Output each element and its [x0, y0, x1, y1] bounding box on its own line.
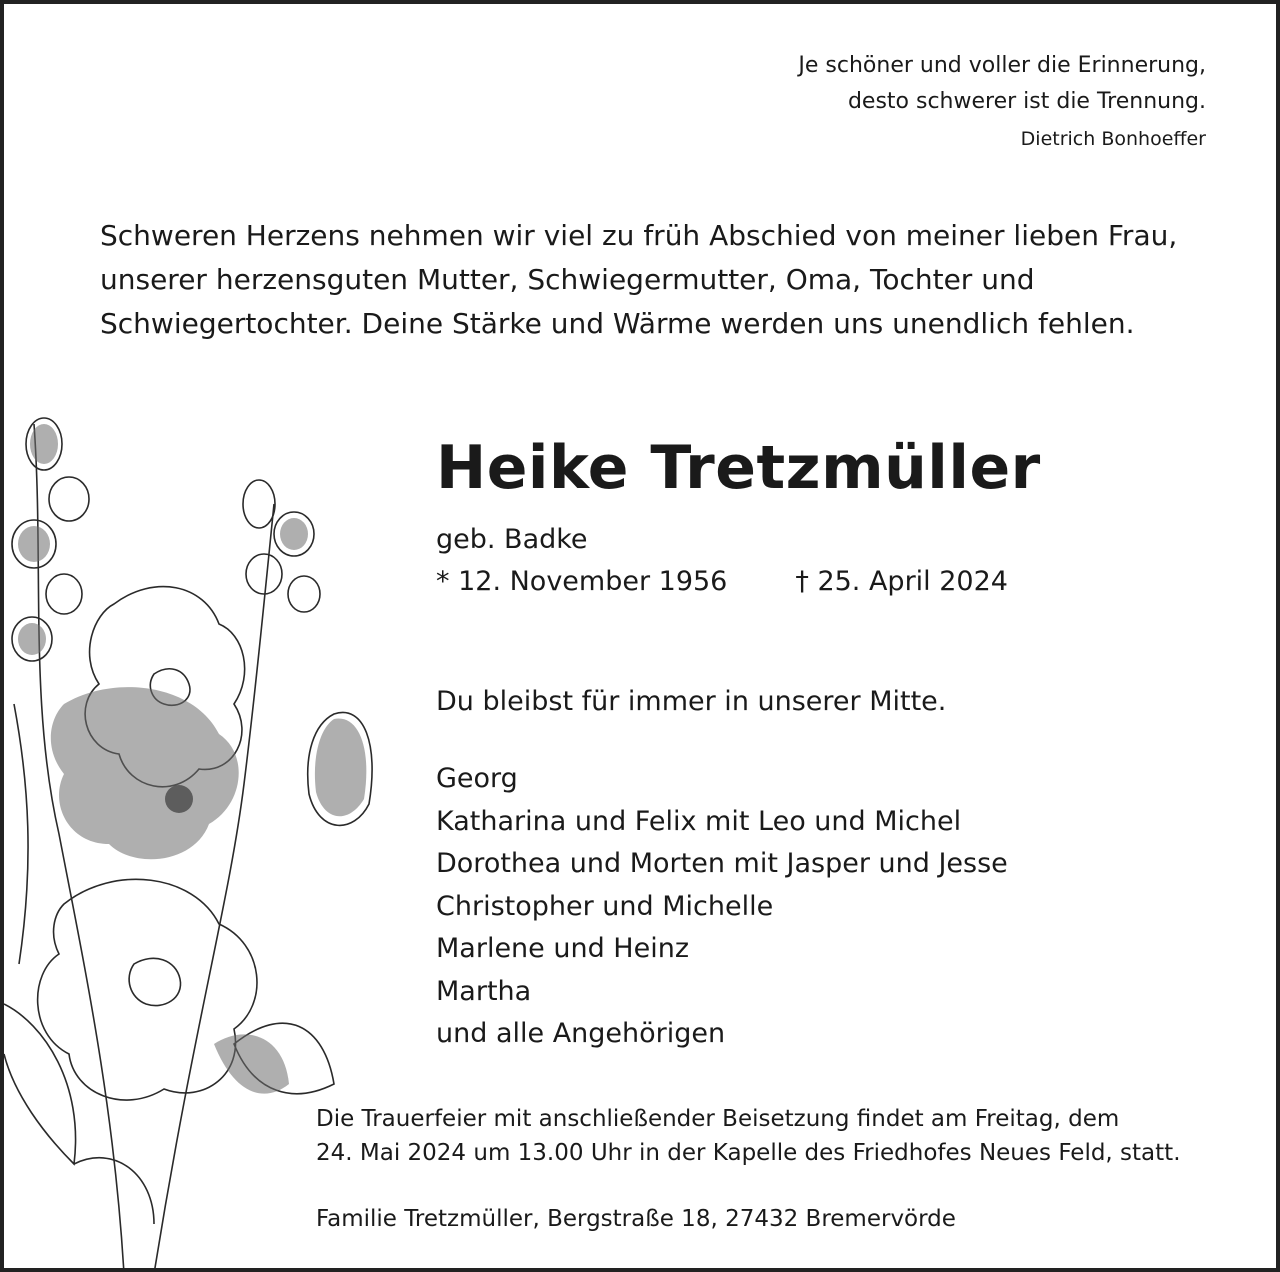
life-dates [436, 562, 1008, 602]
memorial-motto: Du bleibst für immer in unserer Mitte. [436, 686, 947, 717]
list-item: und alle Angehörigen [436, 1018, 726, 1049]
quote-line-1: Je schöner und voller die Erinnerung, [798, 53, 1206, 78]
deceased-name: Heike Tretzmüller [436, 433, 1041, 503]
funeral-ceremony-info [316, 1102, 1236, 1170]
intro-line-2: unserer herzensguten Mutter, Schwiegermutter, Oma, Tochter und [100, 263, 1035, 296]
intro-line-3: Schwiegertochter. Deine Stärke und Wärme werden uns unendlich fehlen. [100, 307, 1135, 340]
death-date: † 25. April 2024 [795, 566, 1008, 597]
mourners-list [436, 758, 1008, 1056]
epigraph-quote [798, 48, 1206, 152]
quote-author: Dietrich Bonhoeffer [1020, 128, 1206, 150]
quote-line-2: desto schwerer ist die Trennung. [847, 89, 1206, 114]
intro-text [100, 214, 1200, 346]
list-item: Katharina und Felix mit Leo und Michel [436, 805, 962, 837]
birth-date: * 12. November 1956 [436, 566, 728, 597]
ceremony-line-2: 24. Mai 2024 um 13.00 Uhr in der Kapelle des Friedhofes Neues Feld, statt. [316, 1140, 1181, 1166]
list-item: Christopher und Michelle [436, 890, 774, 922]
ceremony-line-1: Die Trauerfeier mit anschließender Beisetzung findet am Freitag, dem [316, 1106, 1120, 1132]
list-item: Dorothea und Morten mit Jasper und Jesse [436, 848, 1008, 879]
family-address: Familie Tretzmüller, Bergstraße 18, 27432 Bremervörde [316, 1206, 956, 1232]
maiden-name: geb. Badke [436, 524, 588, 555]
list-item: Georg [436, 763, 518, 794]
list-item: Marlene und Heinz [436, 933, 690, 964]
list-item: Martha [436, 975, 532, 1007]
intro-line-1: Schweren Herzens nehmen wir viel zu früh Abschied von meiner lieben Frau, [100, 219, 1178, 252]
